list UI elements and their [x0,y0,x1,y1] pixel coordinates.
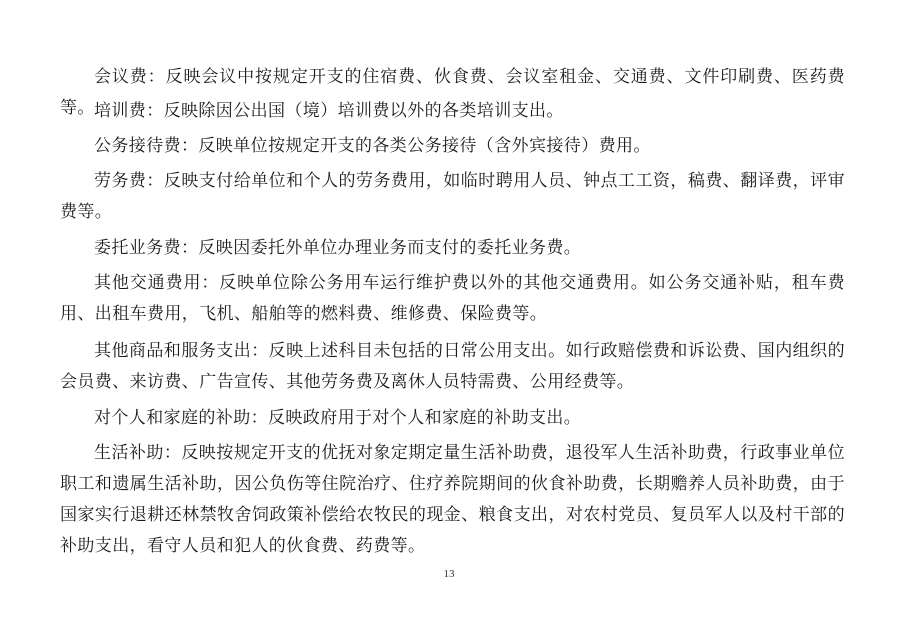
paragraph-other-transport-fees: 其他交通费用：反映单位除公务用车运行维护费以外的其他交通费用。如公务交通补贴，租车费用、出租车费用，飞机、船舶等的燃料费、维修费、保险费等。 [60,273,845,324]
paragraph-other-goods-services: 其他商品和服务支出：反映上述科目未包括的日常公用支出。如行政赔偿费和诉讼费、国内组织的会员费、来访费、广告宣传、其他劳务费及离休人员特需费、公用经费等。 [60,341,845,392]
paragraph-labor-fees: 劳务费：反映支付给单位和个人的劳务费用，如临时聘用人员、钟点工工资，稿费、翻译费，评审费等。 [60,171,845,222]
paragraph-reception-fees: 公务接待费：反映单位按规定开支的各类公务接待（含外宾接待）费用。 [94,136,651,156]
paragraph-training-fees: 培训费：反映除因公出国（境）培训费以外的各类培训支出。 [94,101,564,121]
paragraph-commissioned-business-fees: 委托业务费：反映因委托外单位办理业务而支付的委托业务费。 [94,238,582,258]
paragraph-individual-family-subsidy: 对个人和家庭的补助：反映政府用于对个人和家庭的补助支出。 [94,408,582,428]
paragraph-living-subsidy: 生活补助：反映按规定开支的优抚对象定期定量生活补助费，退役军人生活补助费，行政事业单位职工和遗属生活补助，因公负伤等住院治疗、住疗养院期间的伙食补助费，长期赡养人员补助费，由于国家实行退耕还林禁牧舍饲政策补偿给农牧民的现金、粮食支出，对农村党员、复员军人以及村干部的补助支出，看守人员和犯人的伙食费、药费等。 [60,443,845,556]
paragraph-meeting-fees: 会议费：反映会议中按规定开支的住宿费、伙食费、会议室租金、交通费、文件印刷费、医药费等。 [60,67,845,118]
page-number: 13 [443,568,455,580]
